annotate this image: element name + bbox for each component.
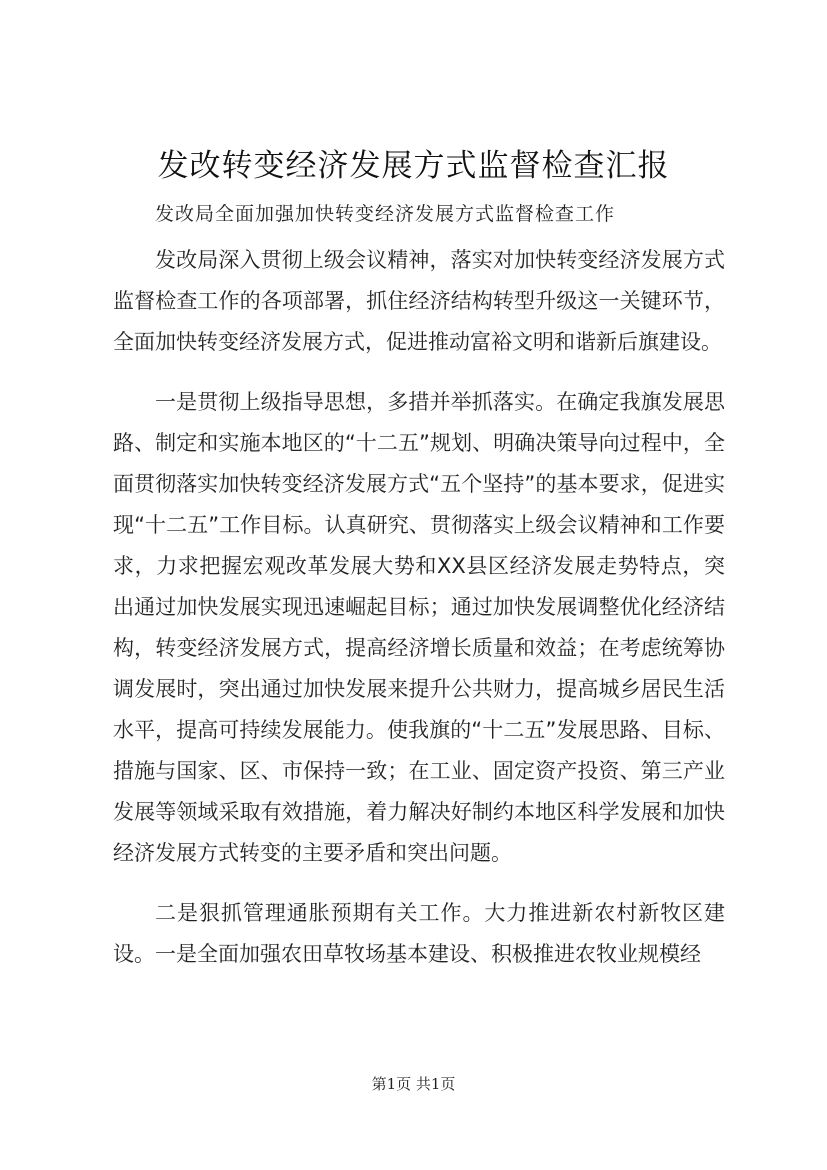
document-body bbox=[113, 240, 725, 975]
paragraph-point-two: 二是狠抓管理通胀预期有关工作。大力推进新农村新牧区建设。一是全面加强农田草牧场基本建设、积极推进农牧业规模经 bbox=[113, 901, 725, 966]
page-number-footer: 第1页 共1页 bbox=[371, 1075, 456, 1093]
document-subtitle: 发改局全面加强加快转变经济发展方式监督检查工作 bbox=[155, 203, 616, 225]
paragraph-point-one: 一是贯彻上级指导思想，多措并举抓落实。在确定我旗发展思路、制定和实施本地区的“十二五”规划、明确决策导向过程中，全面贯彻落实加快转变经济发展方式“五个坚持”的基本要求，促进实现“十二五”工作目标。认真研究、贯彻落实上级会议精神和工作要求，力求把握宏观改革发展大势和XX县区经济发展走势特点，突出通过加快发展实现迅速崛起目标；通过加快发展调整优化经济结构，转变经济发展方式，提高经济增长质量和效益；在考虑统筹协调发展时，突出通过加快发展来提升公共财力，提高城乡居民生活水平，提高可持续发展能力。使我旗的“十二五”发展思路、目标、措施与国家、区、市保持一致；在工业、固定资产投资、第三产业发展等领域采取有效措施，着力解决好制约本地区科学发展和加快经济发展方式转变的主要矛盾和突出问题。 bbox=[113, 390, 725, 865]
paragraph-intro: 发改局深入贯彻上级会议精神，落实对加快转变经济发展方式监督检查工作的各项部署，抓住经济结构转型升级这一关键环节，全面加快转变经济发展方式，促进推动富裕文明和谐新后旗建设。 bbox=[113, 248, 725, 354]
document-title: 发改转变经济发展方式监督检查汇报 bbox=[157, 148, 670, 184]
